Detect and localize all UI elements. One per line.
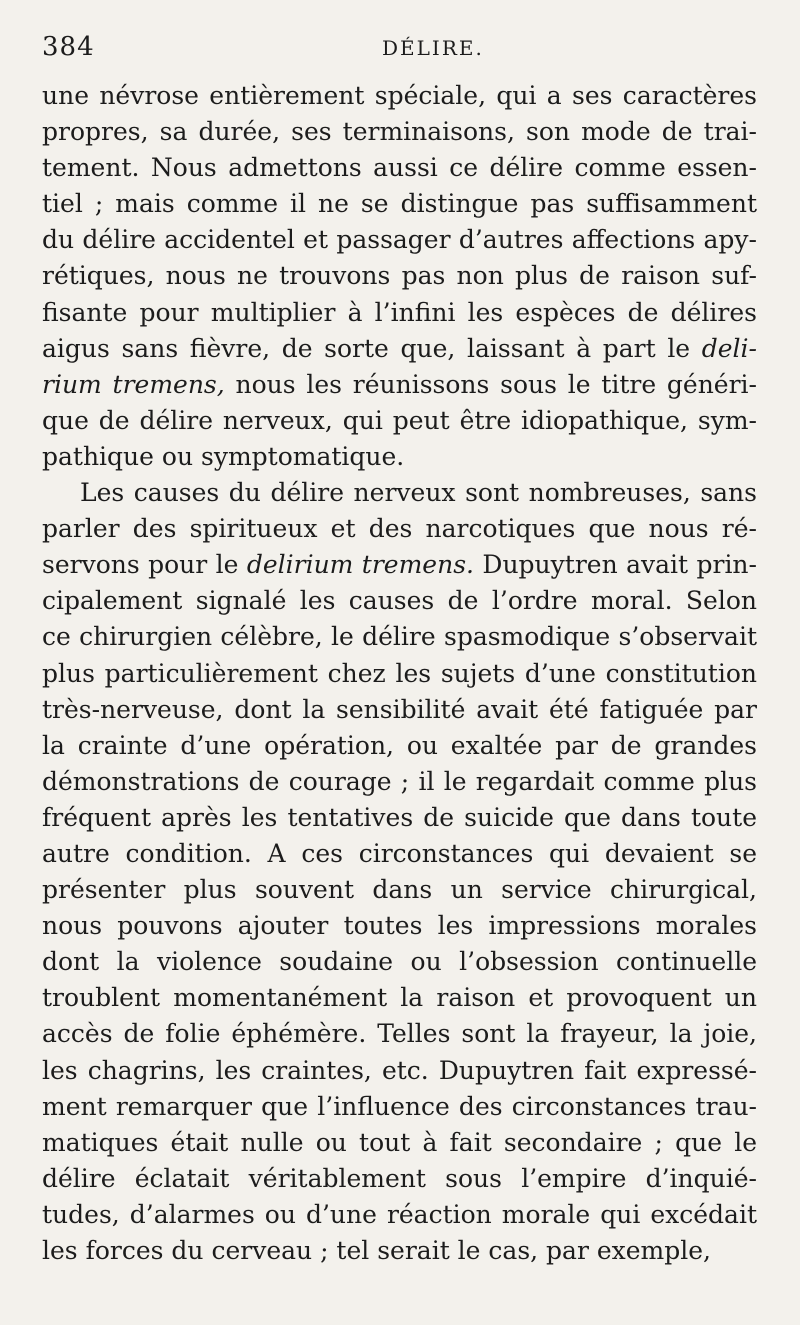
text-segment: matiques était nulle ou tout à fait secondaire ; que le [42,1127,757,1157]
text-line [42,1197,757,1233]
text-line [42,114,757,150]
text-line [42,367,757,403]
text-segment: parler des spiritueux et des narcotiques que nous ré- [42,514,757,544]
text-segment: les chagrins, les craintes, etc. Dupuytren fait expressé- [42,1055,757,1085]
text-line [42,547,757,583]
text-segment: Les causes du délire nerveux sont nombreuses, sans [80,478,757,508]
text-segment: très-nerveuse, dont la sensibilité avait été fatiguée par [42,694,757,724]
text-line [42,1161,757,1197]
text-segment: plus particulièrement chez les sujets d’une constitution [42,658,757,688]
text-segment: propres, sa durée, ses terminaisons, son mode de trai- [42,117,757,147]
text-line [42,1053,757,1089]
text-segment: délire éclatait véritablement sous l’empire d’inquié- [42,1163,757,1193]
text-segment: démonstrations de courage ; il le regardait comme plus [42,766,757,796]
italic-segment: rium tremens, [42,369,225,399]
text-line [42,1016,757,1052]
text-segment: fisante pour multiplier à l’infini les espèces de délires [42,297,757,327]
text-segment: pathique ou symptomatique. [42,441,405,471]
text-segment: que de délire nerveux, qui peut être idiopathique, sym- [42,405,757,435]
text-line [42,331,757,367]
text-segment: les forces du cerveau ; tel serait le cas, par exemple, [42,1236,711,1265]
text-line [42,1089,757,1125]
text-line [42,583,757,619]
text-line [42,944,757,980]
text-segment: fréquent après les tentatives de suicide que dans toute [42,802,757,832]
text-segment: cipalement signalé les causes de l’ordre moral. Selon [42,586,757,616]
text-line [42,656,757,692]
text-line [42,403,757,439]
text-segment: présenter plus souvent dans un service chirurgical, [42,875,757,905]
text-segment: tudes, d’alarmes ou d’une réaction morale qui excédait [42,1199,757,1229]
text-line [42,692,757,728]
text-segment: tiel ; mais comme il ne se distingue pas suffisamment [42,189,757,219]
italic-segment: deli- [701,333,757,363]
text-segment: dont la violence soudaine ou l’obsession continuelle [42,947,757,977]
text-segment: une névrose entièrement spéciale, qui a ses caractères [42,81,757,110]
text-line [42,150,757,186]
text-segment: troublent momentanément la raison et provoquent un [42,983,757,1013]
text-segment: nous les réunissons sous le titre généri- [224,369,757,399]
text-line [42,728,757,764]
text-line [42,186,757,222]
text-line [42,800,757,836]
text-line [42,258,757,294]
text-segment: la crainte d’une opération, ou exaltée par de grandes [42,730,757,760]
text-line [42,980,757,1016]
text-segment: autre condition. A ces circonstances qui devaient se [42,838,757,868]
italic-segment: delirium tremens. [246,550,474,580]
text-segment: accès de folie éphémère. Telles sont la frayeur, la joie, [42,1019,757,1049]
text-segment: aigus sans fièvre, de sorte que, laissant à part le [42,333,702,363]
text-line [42,1125,757,1161]
body-text [42,78,757,1269]
text-line [42,439,757,475]
text-segment: nous pouvons ajouter toutes les impressions morales [42,911,757,941]
text-segment: ment remarquer que l’influence des circonstances trau- [42,1091,757,1121]
text-segment: servons pour le [42,550,247,580]
text-segment: du délire accidentel et passager d’autres affections apy- [42,225,757,255]
page-number: 384 [42,32,95,62]
running-head [42,32,754,68]
text-line [42,764,757,800]
text-line [42,836,757,872]
text-line [42,295,757,331]
text-line [42,619,757,655]
text-line [42,1233,757,1269]
text-line [42,908,757,944]
text-line [42,78,757,114]
running-title: DÉLIRE. [382,36,484,60]
text-segment: ce chirurgien célèbre, le délire spasmodique s’observait [42,622,757,652]
text-line [42,511,757,547]
text-segment: rétiques, nous ne trouvons pas non plus de raison suf- [42,261,757,291]
text-line [42,222,757,258]
text-line [42,872,757,908]
text-segment: Dupuytren avait prin- [473,550,757,580]
text-segment: tement. Nous admettons aussi ce délire comme essen- [42,153,757,183]
text-line [42,475,757,511]
